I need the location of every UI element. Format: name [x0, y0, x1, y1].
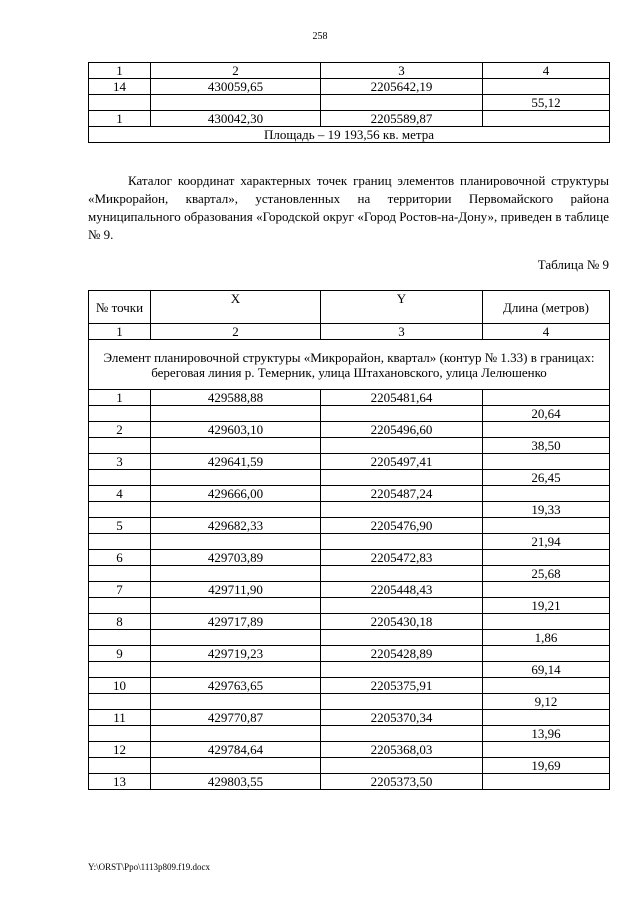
- table-row: [89, 79, 610, 95]
- cell-y: 2205375,91: [321, 678, 483, 694]
- table-row: [89, 582, 610, 598]
- cell-n: 12: [89, 742, 151, 758]
- cell-x: 429641,59: [151, 454, 321, 470]
- cell-x: 429719,23: [151, 646, 321, 662]
- cell-x: 429770,87: [151, 710, 321, 726]
- cell-n: 1: [89, 111, 151, 127]
- table-body: [89, 63, 610, 143]
- cell-len: [483, 710, 610, 726]
- cell-x: [151, 406, 321, 422]
- cell-len: [483, 518, 610, 534]
- cell-y: [321, 566, 483, 582]
- header-x: X: [151, 291, 321, 324]
- cell-len: 69,14: [483, 662, 610, 678]
- cell-len: [483, 646, 610, 662]
- cell-y: 2205476,90: [321, 518, 483, 534]
- cell-len: [483, 678, 610, 694]
- table-row: [89, 406, 610, 422]
- cell-x: [151, 758, 321, 774]
- table-row: [89, 566, 610, 582]
- table-row: [89, 678, 610, 694]
- cell-x: [151, 534, 321, 550]
- cell-len: [483, 486, 610, 502]
- cell-len: 9,12: [483, 694, 610, 710]
- cell-len: 1,86: [483, 630, 610, 646]
- cell-x: [151, 470, 321, 486]
- cell-len: [483, 550, 610, 566]
- cell-len: 19,21: [483, 598, 610, 614]
- cell-y: 2205368,03: [321, 742, 483, 758]
- col-number-cell: 1: [89, 324, 151, 340]
- cell-n: 6: [89, 550, 151, 566]
- cell-n: 7: [89, 582, 151, 598]
- cell-len: 20,64: [483, 406, 610, 422]
- cell-y: 2205481,64: [321, 390, 483, 406]
- cell-n: [89, 758, 151, 774]
- col-number-cell: 3: [321, 63, 483, 79]
- cell-x: 429711,90: [151, 582, 321, 598]
- table-row: [89, 438, 610, 454]
- cell-y: [321, 406, 483, 422]
- table-row: [89, 726, 610, 742]
- table-row: [89, 614, 610, 630]
- cell-n: 11: [89, 710, 151, 726]
- cell-n: 13: [89, 774, 151, 790]
- cell-len: 25,68: [483, 566, 610, 582]
- col-number-cell: 1: [89, 63, 151, 79]
- cell-n: [89, 406, 151, 422]
- cell-x: 429763,65: [151, 678, 321, 694]
- cell-n: [89, 438, 151, 454]
- cell-len: 19,33: [483, 502, 610, 518]
- cell-len: 13,96: [483, 726, 610, 742]
- table-row: [89, 534, 610, 550]
- col-number-cell: 2: [151, 324, 321, 340]
- cell-y: [321, 534, 483, 550]
- cell-x: [151, 566, 321, 582]
- cell-n: 10: [89, 678, 151, 694]
- col-number-cell: 4: [483, 63, 610, 79]
- cell-n: [89, 502, 151, 518]
- header-y: Y: [321, 291, 483, 324]
- cell-y: 2205428,89: [321, 646, 483, 662]
- cell-y: [321, 726, 483, 742]
- cell-len: 19,69: [483, 758, 610, 774]
- cell-len: [483, 422, 610, 438]
- table-row: [89, 454, 610, 470]
- cell-len: 26,45: [483, 470, 610, 486]
- cell-y: [321, 630, 483, 646]
- column-number-row: [89, 324, 610, 340]
- cell-x: [151, 95, 321, 111]
- cell-n: 3: [89, 454, 151, 470]
- cell-x: [151, 630, 321, 646]
- cell-y: [321, 694, 483, 710]
- cell-x: 429703,89: [151, 550, 321, 566]
- table-row: [89, 742, 610, 758]
- table-row: [89, 710, 610, 726]
- table-row: [89, 470, 610, 486]
- coordinates-table-9: [88, 290, 610, 790]
- cell-len: [483, 774, 610, 790]
- coordinates-table-continuation: [88, 62, 610, 143]
- header-point-number: № точки: [89, 291, 151, 324]
- cell-y: 2205373,50: [321, 774, 483, 790]
- cell-len: 21,94: [483, 534, 610, 550]
- element-title-row: [89, 340, 610, 390]
- cell-y: [321, 95, 483, 111]
- table-row: [89, 486, 610, 502]
- table-row: [89, 518, 610, 534]
- cell-y: [321, 470, 483, 486]
- cell-n: [89, 470, 151, 486]
- cell-x: 430059,65: [151, 79, 321, 95]
- table-row: [89, 694, 610, 710]
- cell-n: [89, 630, 151, 646]
- col-number-cell: 2: [151, 63, 321, 79]
- cell-len: [483, 79, 610, 95]
- cell-y: [321, 502, 483, 518]
- cell-n: [89, 726, 151, 742]
- cell-x: [151, 726, 321, 742]
- cell-x: 429666,00: [151, 486, 321, 502]
- cell-y: 2205496,60: [321, 422, 483, 438]
- cell-x: [151, 502, 321, 518]
- table-row: [89, 422, 610, 438]
- cell-n: [89, 662, 151, 678]
- cell-len: [483, 742, 610, 758]
- table-row: [89, 390, 610, 406]
- table-row: [89, 502, 610, 518]
- page-number: 258: [312, 31, 328, 42]
- cell-y: 2205589,87: [321, 111, 483, 127]
- cell-n: [89, 694, 151, 710]
- cell-len: [483, 582, 610, 598]
- cell-y: 2205472,83: [321, 550, 483, 566]
- cell-x: 429803,55: [151, 774, 321, 790]
- cell-len: [483, 614, 610, 630]
- table-row: [89, 111, 610, 127]
- column-number-row: [89, 63, 610, 79]
- header-length: Длина (метров): [483, 291, 610, 324]
- cell-y: 2205370,34: [321, 710, 483, 726]
- cell-y: 2205448,43: [321, 582, 483, 598]
- cell-n: [89, 598, 151, 614]
- cell-y: 2205487,24: [321, 486, 483, 502]
- cell-n: 4: [89, 486, 151, 502]
- cell-n: [89, 534, 151, 550]
- cell-len: [483, 111, 610, 127]
- table-body: [89, 291, 610, 790]
- cell-y: [321, 438, 483, 454]
- cell-n: 8: [89, 614, 151, 630]
- cell-y: 2205497,41: [321, 454, 483, 470]
- cell-x: [151, 662, 321, 678]
- table-row: [89, 550, 610, 566]
- cell-n: [89, 566, 151, 582]
- table-row: [89, 646, 610, 662]
- cell-x: [151, 438, 321, 454]
- cell-n: 2: [89, 422, 151, 438]
- cell-n: 14: [89, 79, 151, 95]
- cell-x: 430042,30: [151, 111, 321, 127]
- cell-n: 9: [89, 646, 151, 662]
- cell-len: 38,50: [483, 438, 610, 454]
- cell-len: [483, 454, 610, 470]
- cell-n: [89, 95, 151, 111]
- cell-n: 1: [89, 390, 151, 406]
- cell-y: 2205430,18: [321, 614, 483, 630]
- cell-x: 429717,89: [151, 614, 321, 630]
- col-number-cell: 3: [321, 324, 483, 340]
- cell-y: [321, 758, 483, 774]
- cell-x: 429603,10: [151, 422, 321, 438]
- cell-y: [321, 598, 483, 614]
- table-row: [89, 95, 610, 111]
- area-row: [89, 127, 610, 143]
- table-row: [89, 598, 610, 614]
- cell-x: 429682,33: [151, 518, 321, 534]
- table-caption: Таблица № 9: [537, 257, 609, 272]
- area-total: Площадь – 19 193,56 кв. метра: [89, 127, 610, 143]
- cell-x: [151, 598, 321, 614]
- col-number-cell: 4: [483, 324, 610, 340]
- cell-y: 2205642,19: [321, 79, 483, 95]
- cell-x: [151, 694, 321, 710]
- cell-y: [321, 662, 483, 678]
- cell-n: 5: [89, 518, 151, 534]
- cell-x: 429588,88: [151, 390, 321, 406]
- cell-x: 429784,64: [151, 742, 321, 758]
- cell-len: 55,12: [483, 95, 610, 111]
- element-title: Элемент планировочной структуры «Микрорайон, квартал» (контур № 1.33) в границах: береговая линия р. Темерник, улица Штахановского, улица Лелюшенко: [89, 340, 610, 390]
- footer-file-path: Y:\ORST\Ppo\1113p809.f19.docx: [88, 862, 211, 872]
- table-row: [89, 662, 610, 678]
- table-row: [89, 758, 610, 774]
- cell-len: [483, 390, 610, 406]
- table-row: [89, 774, 610, 790]
- table-row: [89, 630, 610, 646]
- header-row: [89, 291, 610, 324]
- catalog-paragraph: Каталог координат характерных точек границ элементов планировочной структуры «Микрорайон, квартал», установленных на территории Первомайского района муниципального образования «Городской округ «Город Ростов-на-Дону», приведен в таблице № 9.: [88, 173, 609, 242]
